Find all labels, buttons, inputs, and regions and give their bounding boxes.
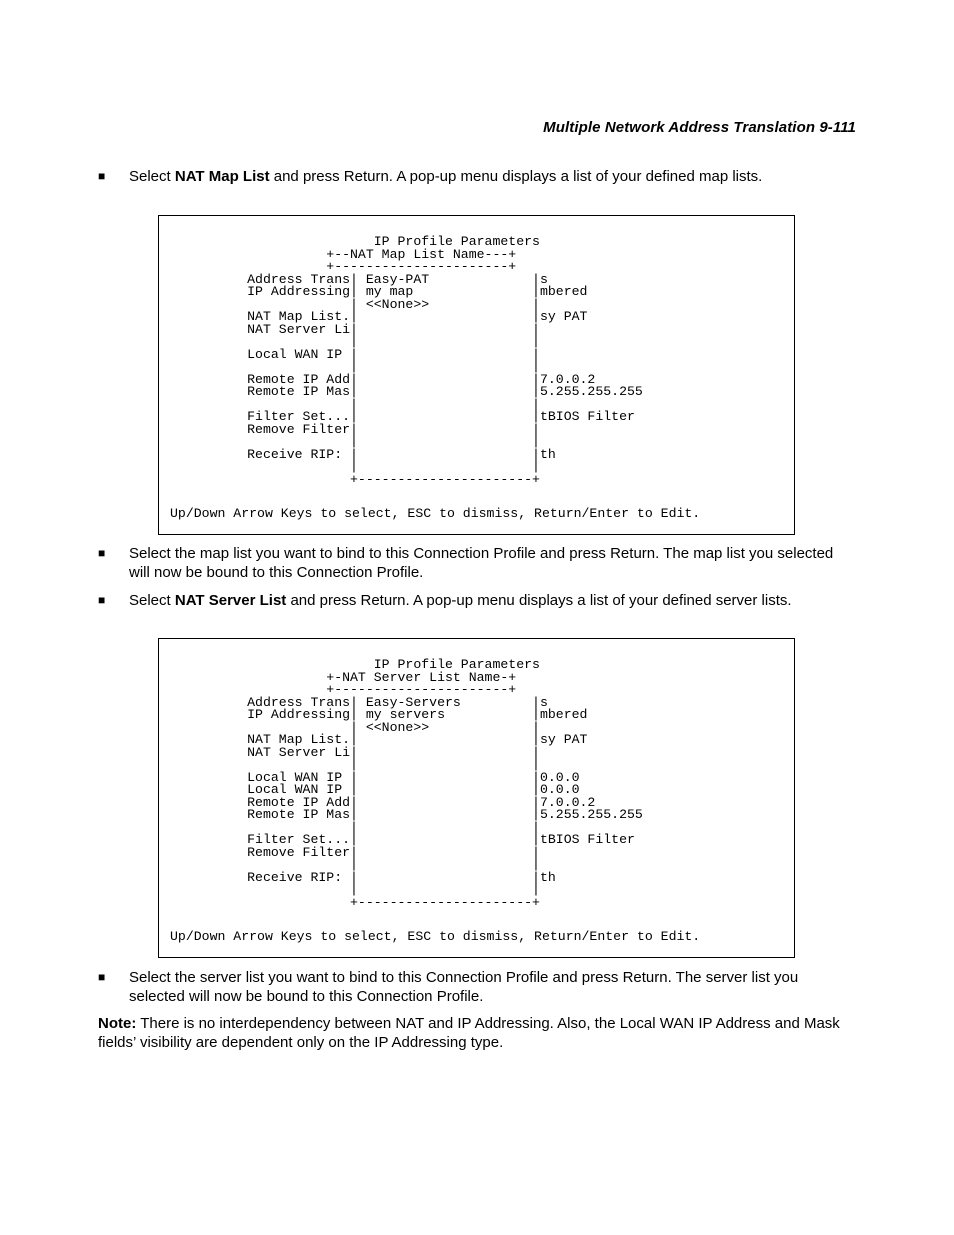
bullet-text-bold: NAT Server List [174,592,287,609]
running-head: Multiple Network Address Translation 9-111 [543,119,856,136]
bullet-text-lead: Select [129,592,175,609]
note-label: Note: [98,1015,137,1032]
note-paragraph [98,1014,858,1052]
bullet-text [129,591,858,610]
terminal-screen-nat-map-list [158,215,795,535]
bullet-select-map-list [98,544,858,582]
bullet-select-nat-map-list [98,167,858,186]
bullet-text: Select the map list you want to bind to this Connection Profile and press Return. The map list you selected will now be bound to this Connection Profile. [129,545,834,581]
bullet-text-tail: and press Return. A pop-up menu displays a list of your defined server lists. [286,592,792,609]
bullet-select-nat-server-list [98,591,858,610]
terminal-footer: Up/Down Arrow Keys to select, ESC to dismiss, Return/Enter to Edit. [170,929,701,944]
bullet-text-lead: Select [129,168,175,185]
terminal-screen-nat-server-list [158,638,795,958]
note-text: There is no interdependency between NAT and IP Addressing. Also, the Local WAN IP Address and Mask fields’ visibility are dependent only on the IP Addressing type. [98,1015,840,1051]
bullet-marker: ■ [98,593,106,607]
bullet-marker: ■ [98,970,106,984]
bullet-text [129,167,858,186]
terminal-footer: Up/Down Arrow Keys to select, ESC to dismiss, Return/Enter to Edit. [170,506,701,521]
bullet-marker: ■ [98,546,106,560]
bullet-text: Select the server list you want to bind to this Connection Profile and press Return. The server list you selected will now be bound to this Connection Profile. [129,969,799,1005]
bullet-text-bold: NAT Map List [174,168,270,185]
terminal-text: IP Profile Parameters +--NAT Map List Name---+ +----------------------+ Address Trans| Easy-PAT |s IP Addressing| my map |mbered | <<None>> | NAT Map List.| |sy PAT NAT Server Li| | | | Local WAN IP | | | | Remote IP Add| |7.0.0.2 Remote IP Mas| |5.255.255.255 | | Filter Set...| |tBIOS Filter Remove Filter| | | | Receive RIP: | |th | | +----------------------+ [247,234,643,487]
bullet-select-server-list [98,968,858,1006]
terminal-text: IP Profile Parameters +-NAT Server List Name-+ +----------------------+ Address Trans| Easy-Servers |s IP Addressing| my servers |mbered | <<None>> | NAT Map List.| |sy PAT NAT Server Li| | | | Local WAN IP | |0.0.0 Local WAN IP | |0.0.0 Remote IP Add| |7.0.0.2 Remote IP Mas| |5.255.255.255 | | Filter Set...| |tBIOS Filter Remove Filter| | | | Receive RIP: | |th | | +----------------------+ [247,657,643,910]
bullet-marker: ■ [98,169,106,183]
bullet-text-tail: and press Return. A pop-up menu displays a list of your defined map lists. [269,168,763,185]
